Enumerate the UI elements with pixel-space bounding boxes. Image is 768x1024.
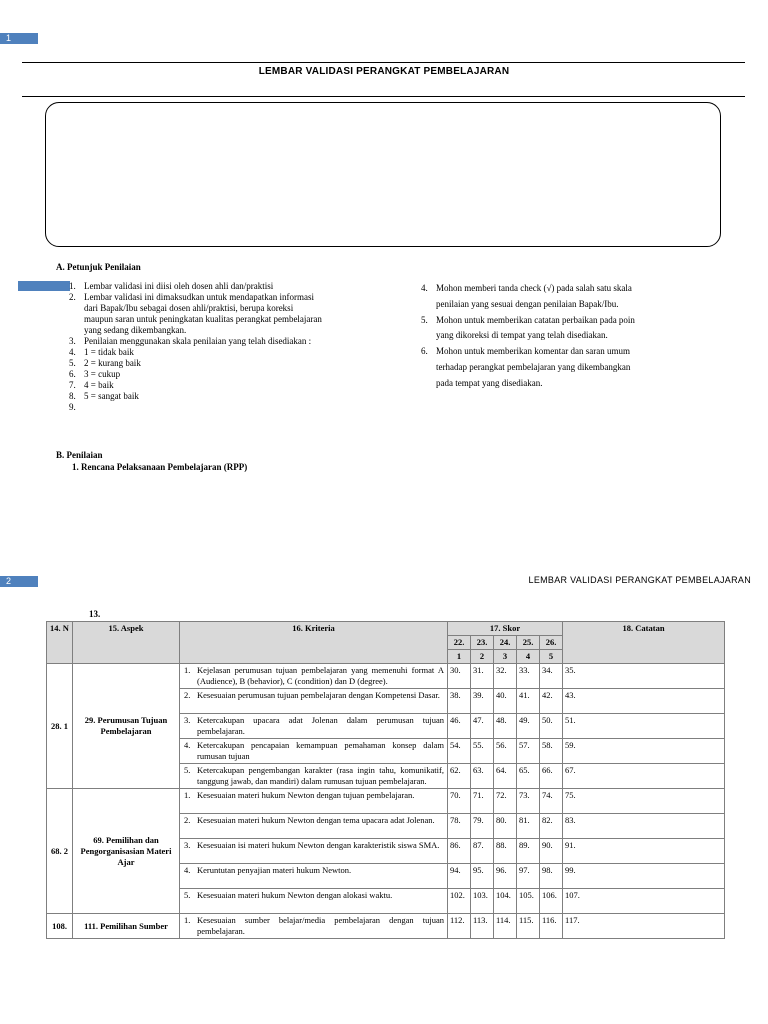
criteria-text-wrap: 1. Kejelasan perumusan tujuan pembelajaran yang memenuhi format A (Audience), B (behavior), C (condition) dan D (degree). <box>184 665 444 686</box>
item-number: 3. <box>69 336 76 346</box>
list-item <box>421 281 694 297</box>
criteria-text-wrap: 2. Kesesuaian materi hukum Newton dengan tema upacara adat Jolenan. <box>184 815 435 825</box>
table-row <box>47 664 725 689</box>
score-cell: 116. <box>540 914 563 939</box>
scale-header-value: 2 <box>471 650 494 664</box>
score-cell: 113. <box>471 914 494 939</box>
criteria-text: Kesesuaian materi hukum Newton dengan tujuan pembelajaran. <box>197 790 415 800</box>
score-cell: 70. <box>448 789 471 814</box>
criteria-cell <box>180 814 448 839</box>
score-cell: 87. <box>471 839 494 864</box>
notes-cell: 51. <box>563 714 725 739</box>
score-cell: 32. <box>494 664 517 689</box>
item-text: Mohon untuk memberikan catatan perbaikan pada poin <box>436 314 635 325</box>
criteria-cell <box>180 739 448 764</box>
item-text: Penilaian menggunakan skala penilaian yang telah disediakan : <box>84 336 312 346</box>
score-cell: 115. <box>517 914 540 939</box>
list-item <box>421 328 694 344</box>
item-number: 4. <box>69 347 76 357</box>
criteria-cell <box>180 764 448 789</box>
list-item <box>69 281 375 292</box>
list-item <box>69 347 375 358</box>
score-cell: 88. <box>494 839 517 864</box>
score-cell: 41. <box>517 689 540 714</box>
highlight-marker <box>18 281 70 291</box>
row-number: 28. 1 <box>47 664 73 789</box>
score-cell: 46. <box>448 714 471 739</box>
item-text: Lembar validasi ini dimaksudkan untuk mendapatkan informasi <box>84 292 314 302</box>
notes-cell: 59. <box>563 739 725 764</box>
list-item <box>69 380 375 391</box>
list-item <box>69 369 375 380</box>
score-cell: 33. <box>517 664 540 689</box>
item-number: 5. <box>421 314 428 325</box>
item-text: 4 = baik <box>84 380 114 390</box>
score-cell: 106. <box>540 889 563 914</box>
criteria-text-wrap: 1. Kesesuaian sumber belajar/media pembelajaran dengan tujuan pembelajaran. <box>184 915 444 936</box>
identity-box <box>45 102 721 247</box>
notes-cell: 67. <box>563 764 725 789</box>
notes-cell: 99. <box>563 864 725 889</box>
score-cell: 98. <box>540 864 563 889</box>
row-number: 108. <box>47 914 73 939</box>
item-number: 5. <box>69 358 76 368</box>
score-cell: 42. <box>540 689 563 714</box>
criteria-text: Kejelasan perumusan tujuan pembelajaran yang memenuhi format A (Audience), B (behavior), C (condition) dan D (degree). <box>197 665 444 686</box>
score-cell: 80. <box>494 814 517 839</box>
criteria-cell <box>180 689 448 714</box>
score-cell: 94. <box>448 864 471 889</box>
item-number: 1. <box>69 281 76 291</box>
list-item <box>69 325 375 336</box>
criteria-text: Ketercakupan pencapaian kemampuan pemahaman konsep dalam rumusan tujuan <box>197 740 444 761</box>
list-item <box>421 360 694 376</box>
criteria-text-wrap: 3. Ketercakupan upacara adat Jolenan dalam perumusan tujuan pembelajaran. <box>184 715 444 736</box>
item-text: 2 = kurang baik <box>84 358 141 368</box>
instruction-list-right <box>421 281 694 392</box>
score-cell: 90. <box>540 839 563 864</box>
aspect-cell: 69. Pemilihan dan Pengorganisasian Materi Ajar <box>73 789 180 914</box>
item-text: 1 = tidak baik <box>84 347 134 357</box>
page-number-tag: 2 <box>0 576 38 587</box>
criteria-cell <box>180 889 448 914</box>
scale-header-number: 22. <box>448 636 471 650</box>
notes-cell: 35. <box>563 664 725 689</box>
list-item <box>69 358 375 369</box>
item-text: 3 = cukup <box>84 369 121 379</box>
title-rule <box>22 96 745 97</box>
criteria-text-wrap: 4. Keruntutan penyajian materi hukum Newton. <box>184 865 352 875</box>
notes-cell: 107. <box>563 889 725 914</box>
criteria-text-wrap: 3. Kesesuaian isi materi hukum Newton dengan karakteristik siswa SMA. <box>184 840 440 850</box>
score-cell: 39. <box>471 689 494 714</box>
table-row <box>47 914 725 939</box>
section-a-heading: A. Petunjuk Penilaian <box>56 262 141 272</box>
score-cell: 47. <box>471 714 494 739</box>
aspect-cell: 29. Perumusan Tujuan Pembelajaran <box>73 664 180 789</box>
criteria-text: Kesesuaian perumusan tujuan pembelajaran dengan Kompetensi Dasar. <box>197 690 440 700</box>
notes-cell: 91. <box>563 839 725 864</box>
notes-cell: 75. <box>563 789 725 814</box>
scale-header-number: 24. <box>494 636 517 650</box>
item-number: 6. <box>421 346 428 357</box>
score-cell: 104. <box>494 889 517 914</box>
score-cell: 73. <box>517 789 540 814</box>
criteria-text-wrap: 1. Kesesuaian materi hukum Newton dengan tujuan pembelajaran. <box>184 790 415 800</box>
notes-cell: 83. <box>563 814 725 839</box>
row-number: 68. 2 <box>47 789 73 914</box>
scale-header-value: 4 <box>517 650 540 664</box>
page-number-tag: 1 <box>0 33 38 44</box>
criteria-cell <box>180 839 448 864</box>
item-text: terhadap perangkat pembelajaran yang dikembangkan <box>436 361 631 372</box>
score-cell: 31. <box>471 664 494 689</box>
criteria-text: Kesesuaian materi hukum Newton dengan alokasi waktu. <box>197 890 393 900</box>
list-item <box>69 391 375 402</box>
score-cell: 74. <box>540 789 563 814</box>
score-cell: 97. <box>517 864 540 889</box>
item-number: 7. <box>69 380 76 390</box>
item-number: 6. <box>69 369 76 379</box>
list-number: 13. <box>89 609 101 619</box>
top-rule <box>22 62 745 63</box>
criteria-text-wrap: 4. Ketercakupan pencapaian kemampuan pemahaman konsep dalam rumusan tujuan <box>184 740 444 761</box>
item-text: pada tempat yang disediakan. <box>436 377 543 388</box>
scale-header-value: 5 <box>540 650 563 664</box>
criteria-cell <box>180 664 448 689</box>
criteria-text: Ketercakupan upacara adat Jolenan dalam perumusan tujuan pembelajaran. <box>197 715 444 736</box>
header-no: 14. N <box>47 622 73 664</box>
score-cell: 79. <box>471 814 494 839</box>
score-cell: 40. <box>494 689 517 714</box>
running-header: LEMBAR VALIDASI PERANGKAT PEMBELAJARAN <box>528 575 751 585</box>
item-text: yang dikoreksi di tempat yang telah disediakan. <box>436 330 608 341</box>
item-text: Mohon untuk memberikan komentar dan saran umum <box>436 346 630 357</box>
score-cell: 56. <box>494 739 517 764</box>
criteria-text: Kesesuaian materi hukum Newton dengan tema upacara adat Jolenan. <box>197 815 435 825</box>
score-cell: 50. <box>540 714 563 739</box>
score-cell: 114. <box>494 914 517 939</box>
score-cell: 103. <box>471 889 494 914</box>
item-text: penilaian yang sesuai dengan penilaian Bapak/Ibu. <box>436 298 619 309</box>
score-cell: 89. <box>517 839 540 864</box>
score-cell: 96. <box>494 864 517 889</box>
criteria-cell <box>180 714 448 739</box>
section-b-heading: B. Penilaian <box>56 450 103 460</box>
list-item <box>69 336 375 347</box>
score-cell: 105. <box>517 889 540 914</box>
score-cell: 82. <box>540 814 563 839</box>
score-cell: 81. <box>517 814 540 839</box>
criteria-text: Kesesuaian sumber belajar/media pembelajaran dengan tujuan pembelajaran. <box>197 915 444 936</box>
score-cell: 55. <box>471 739 494 764</box>
score-cell: 65. <box>517 764 540 789</box>
criteria-cell <box>180 864 448 889</box>
list-item <box>421 344 694 360</box>
criteria-text-wrap: 5. Ketercakupan pengembangan karakter (rasa ingin tahu, komunikatif, tanggung jawab, dan mandiri) dalam rumusan tujuan pembelajaran. <box>184 765 444 786</box>
criteria-cell <box>180 789 448 814</box>
item-text: maupun saran untuk peningkatan kualitas perangkat pembelajaran <box>84 314 322 324</box>
aspect-cell: 111. Pemilihan Sumber <box>73 914 180 939</box>
header-aspect: 15. Aspek <box>73 622 180 664</box>
list-item <box>69 292 375 303</box>
criteria-text-wrap: 5. Kesesuaian materi hukum Newton dengan alokasi waktu. <box>184 890 393 900</box>
notes-cell: 117. <box>563 914 725 939</box>
score-cell: 66. <box>540 764 563 789</box>
list-item <box>421 297 694 313</box>
instruction-list-left <box>69 281 375 412</box>
score-cell: 72. <box>494 789 517 814</box>
score-cell: 54. <box>448 739 471 764</box>
score-cell: 48. <box>494 714 517 739</box>
score-cell: 112. <box>448 914 471 939</box>
score-cell: 58. <box>540 739 563 764</box>
list-item <box>69 303 375 314</box>
criteria-text-wrap: 2. Kesesuaian perumusan tujuan pembelajaran dengan Kompetensi Dasar. <box>184 690 440 700</box>
list-item <box>69 314 375 325</box>
table-row <box>47 789 725 814</box>
header-score: 17. Skor <box>448 622 563 636</box>
validation-table <box>46 621 725 939</box>
scale-header-number: 25. <box>517 636 540 650</box>
notes-cell: 43. <box>563 689 725 714</box>
scale-header-number: 26. <box>540 636 563 650</box>
criteria-text: Ketercakupan pengembangan karakter (rasa ingin tahu, komunikatif, tanggung jawab, dan mandiri) dalam rumusan tujuan pembelajaran. <box>197 765 444 786</box>
score-cell: 62. <box>448 764 471 789</box>
criteria-text: Keruntutan penyajian materi hukum Newton. <box>197 865 352 875</box>
score-cell: 95. <box>471 864 494 889</box>
item-number: 2. <box>69 292 76 302</box>
item-number: 4. <box>421 283 428 293</box>
score-cell: 34. <box>540 664 563 689</box>
score-cell: 78. <box>448 814 471 839</box>
item-text: Lembar validasi ini diisi oleh dosen ahli dan/praktisi <box>84 281 274 291</box>
item-text: yang sedang dikembangkan. <box>84 325 187 335</box>
section-b1-heading: 1. Rencana Pelaksanaan Pembelajaran (RPP) <box>72 462 248 472</box>
item-text: 5 = sangat baik <box>84 391 139 401</box>
item-text: Mohon memberi tanda check (√) pada salah satu skala <box>436 283 632 293</box>
score-cell: 86. <box>448 839 471 864</box>
score-cell: 63. <box>471 764 494 789</box>
item-number: 8. <box>69 391 76 401</box>
score-cell: 102. <box>448 889 471 914</box>
score-cell: 71. <box>471 789 494 814</box>
score-cell: 30. <box>448 664 471 689</box>
item-number: 9. <box>69 402 76 412</box>
scale-header-value: 3 <box>494 650 517 664</box>
criteria-text: Kesesuaian isi materi hukum Newton dengan karakteristik siswa SMA. <box>197 840 440 850</box>
scale-header-number: 23. <box>471 636 494 650</box>
list-item <box>421 313 694 329</box>
score-cell: 64. <box>494 764 517 789</box>
criteria-cell <box>180 914 448 939</box>
document-title: LEMBAR VALIDASI PERANGKAT PEMBELAJARAN <box>258 66 510 77</box>
list-item <box>421 376 694 392</box>
item-text: dari Bapak/Ibu sebagai dosen ahli/praktisi, berupa koreksi <box>84 303 294 313</box>
score-cell: 57. <box>517 739 540 764</box>
header-criteria: 16. Kriteria <box>180 622 448 664</box>
score-cell: 38. <box>448 689 471 714</box>
score-cell: 49. <box>517 714 540 739</box>
scale-header-value: 1 <box>448 650 471 664</box>
header-notes: 18. Catatan <box>563 622 725 664</box>
